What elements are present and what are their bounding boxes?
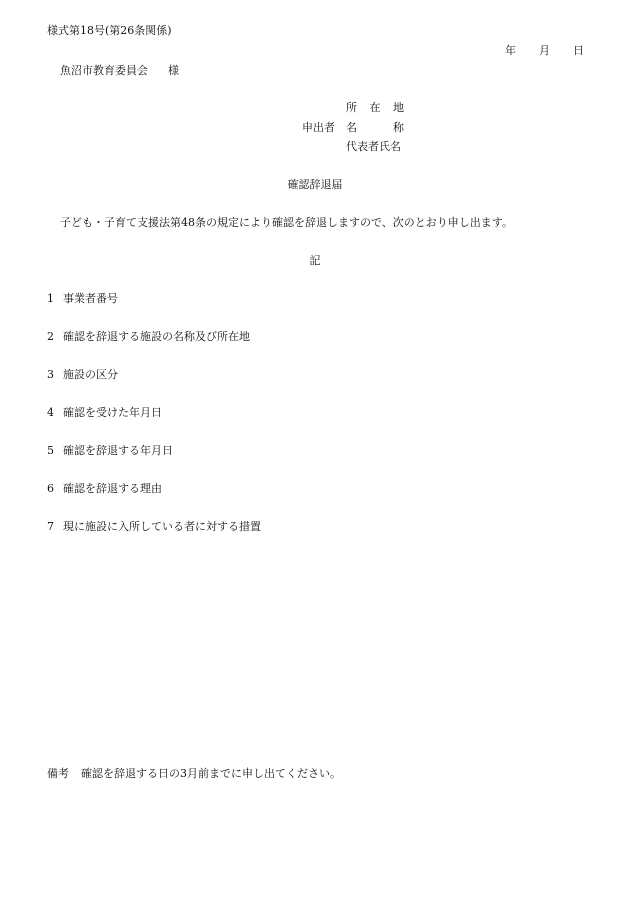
date-month-label: 月	[539, 44, 550, 57]
note-label: 備考	[47, 767, 69, 780]
note-text: 確認を辞退する日の3月前までに申し出てください。	[81, 767, 341, 780]
list-item	[47, 369, 118, 380]
list-item	[47, 331, 250, 342]
form-number: 様式第18号(第26条関係)	[47, 24, 172, 37]
item-text: 確認を辞退する理由	[63, 482, 162, 495]
item-text: 現に施設に入所している者に対する措置	[63, 520, 261, 533]
name-label-char: 称	[393, 121, 404, 134]
address-label-char: 地	[393, 101, 404, 114]
list-item	[47, 293, 118, 304]
list-item	[47, 483, 162, 494]
date-day-label: 日	[573, 44, 584, 57]
address-label-char: 在	[369, 101, 381, 114]
list-item	[47, 445, 173, 456]
address-label	[346, 102, 404, 113]
ki-heading: 記	[309, 254, 321, 267]
statement-text: 子ども・子育て支援法第48条の規定により確認を辞退しますので、次のとおり申し出ます。	[60, 216, 513, 229]
item-number: 2	[47, 330, 54, 343]
name-label-char: 名	[346, 121, 357, 134]
item-number: 6	[47, 482, 54, 495]
address-label-char: 所	[346, 101, 357, 114]
item-text: 確認を辞退する施設の名称及び所在地	[63, 330, 250, 343]
item-number: 1	[47, 292, 54, 305]
item-number: 5	[47, 444, 54, 457]
note	[47, 768, 341, 779]
item-number: 7	[47, 520, 54, 533]
item-text: 施設の区分	[63, 368, 118, 381]
document-title: 確認辞退届	[287, 178, 343, 191]
date-year-label: 年	[505, 44, 516, 57]
item-text: 事業者番号	[63, 292, 118, 305]
item-number: 4	[47, 406, 54, 419]
addressee-name: 魚沼市教育委員会	[60, 64, 148, 77]
applicant-label: 申出者	[302, 121, 335, 134]
representative-label: 代表者氏名	[346, 140, 401, 153]
item-text: 確認を辞退する年月日	[63, 444, 173, 457]
name-label	[346, 122, 404, 133]
item-number: 3	[47, 368, 54, 381]
list-item	[47, 521, 261, 532]
item-text: 確認を受けた年月日	[63, 406, 162, 419]
list-item	[47, 407, 162, 418]
addressee-honorific: 様	[168, 64, 179, 77]
